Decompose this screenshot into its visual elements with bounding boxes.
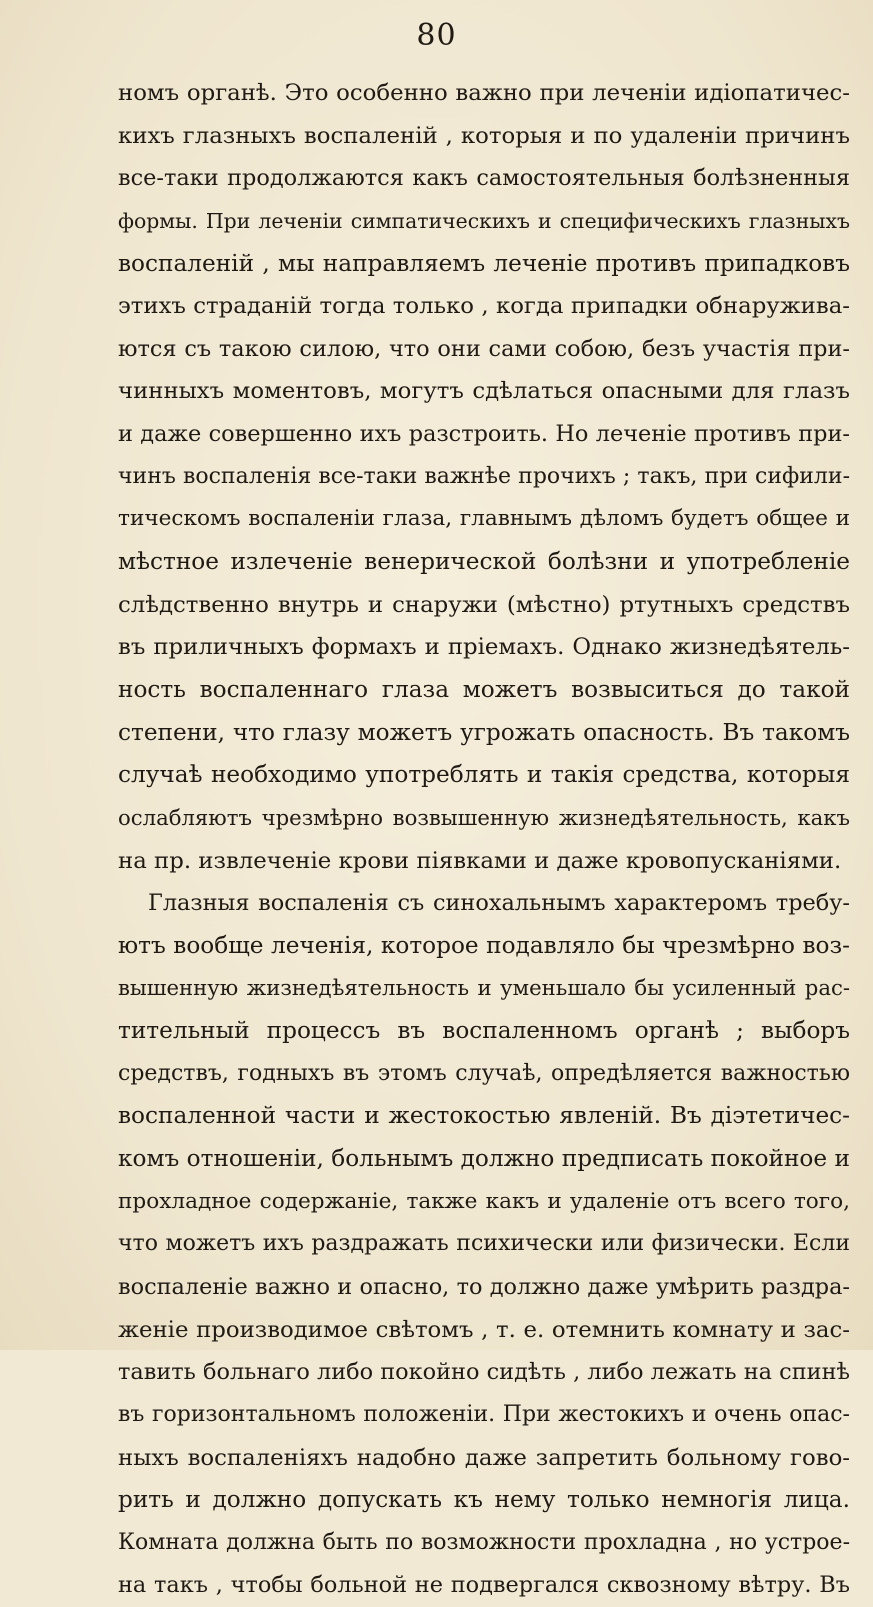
text-line: ослабляютъ чрезмѣрно возвышенную жизнедѣятельность, какъ <box>118 804 850 830</box>
text-line: тительный процессъ въ воспаленномъ органѣ ; выборъ <box>118 1017 850 1045</box>
page-number: 80 <box>416 18 457 53</box>
text-line: комъ отношеніи, больнымъ должно предписать покойное и <box>118 1145 850 1173</box>
text-line: что можетъ ихъ раздражать психически или физически. Если <box>118 1231 850 1257</box>
text-line: тавить больнаго либо покойно сидѣть , либо лежать на спинѣ <box>118 1359 850 1386</box>
text-line: прохладное содержаніе, также какъ и удаленіе отъ всего того, <box>118 1188 850 1214</box>
text-line: ныхъ воспаленіяхъ надобно даже запретить больному гово- <box>118 1444 850 1471</box>
text-line: на такъ , чтобы больной не подвергался сквозному вѣтру. Въ <box>118 1572 850 1599</box>
text-line: слѣдственно внутрь и снаружи (мѣстно) ртутныхъ средствъ <box>118 591 850 618</box>
text-line: Глазныя воспаленія съ синохальнымъ характеромъ требу- <box>148 890 850 917</box>
text-line: рить и должно допускать къ нему только немногія лица. <box>118 1486 850 1514</box>
text-line: въ приличныхъ формахъ и пріемахъ. Однако жизнедѣятель- <box>118 634 850 661</box>
text-line: мѣстное излеченіе венерической болѣзни и употребленіе <box>118 548 850 576</box>
text-line: воспаленной части и жестокостью явленій. Въ діэтетичес- <box>118 1102 850 1130</box>
page-text <box>118 72 850 1607</box>
text-line: степени, что глазу можетъ угрожать опасность. Въ такомъ <box>118 718 850 746</box>
text-line: Комната должна быть по возможности прохладна , но устрое- <box>118 1529 850 1555</box>
text-line: воспаленій , мы направляемъ леченіе противъ припадковъ <box>118 249 850 277</box>
text-line: вышенную жизнедѣятельность и уменьшало бы усиленный рас- <box>118 975 850 1001</box>
text-line: формы. При леченіи симпатическихъ и специфическихъ глазныхъ <box>118 208 850 233</box>
text-line: этихъ страданій тогда только , когда припадки обнаружива- <box>118 293 850 320</box>
paragraph-2 <box>118 882 850 1607</box>
text-line: все-таки продолжаются какъ самостоятельныя болѣзненныя <box>118 165 850 192</box>
text-line: женіе производимое свѣтомъ , т. е. отемнить комнату и зас- <box>118 1316 850 1343</box>
text-line: тическомъ воспаленіи глаза, главнымъ дѣломъ будетъ общее и <box>118 506 850 532</box>
text-line: ютъ вообще леченія, которое подавляло бы чрезмѣрно воз- <box>118 931 850 959</box>
text-line: кихъ глазныхъ воспаленій , которыя и по удаленіи причинъ <box>118 122 850 149</box>
text-line: и даже совершенно ихъ разстроить. Но леченіе противъ при- <box>118 421 850 448</box>
paragraph-1 <box>118 72 850 882</box>
text-line: чинъ воспаленія все-таки важнѣе прочихъ ; такъ, при сифили- <box>118 463 850 489</box>
text-line: воспаленіе важно и опасно, то должно даже умѣрить раздра- <box>118 1273 850 1300</box>
text-line: номъ органѣ. Это особенно важно при леченіи идіопатичес- <box>118 80 850 106</box>
text-line: ность воспаленнаго глаза можетъ возвыситься до такой <box>118 675 850 703</box>
text-line: случаѣ необходимо употреблять и такія средства, которыя <box>118 761 850 789</box>
text-line: ются съ такою силою, что они сами собою, безъ участія при- <box>118 335 850 362</box>
text-line: въ горизонтальномъ положеніи. При жестокихъ и очень опас- <box>118 1401 850 1427</box>
text-line: чинныхъ моментовъ, могутъ сдѣлаться опасными для глазъ <box>118 378 850 405</box>
text-line: средствъ, годныхъ въ этомъ случаѣ, опредѣляется важностью <box>118 1060 850 1086</box>
text-line: на пр. извлеченіе крови піявками и даже кровопусканіями. <box>118 847 842 874</box>
